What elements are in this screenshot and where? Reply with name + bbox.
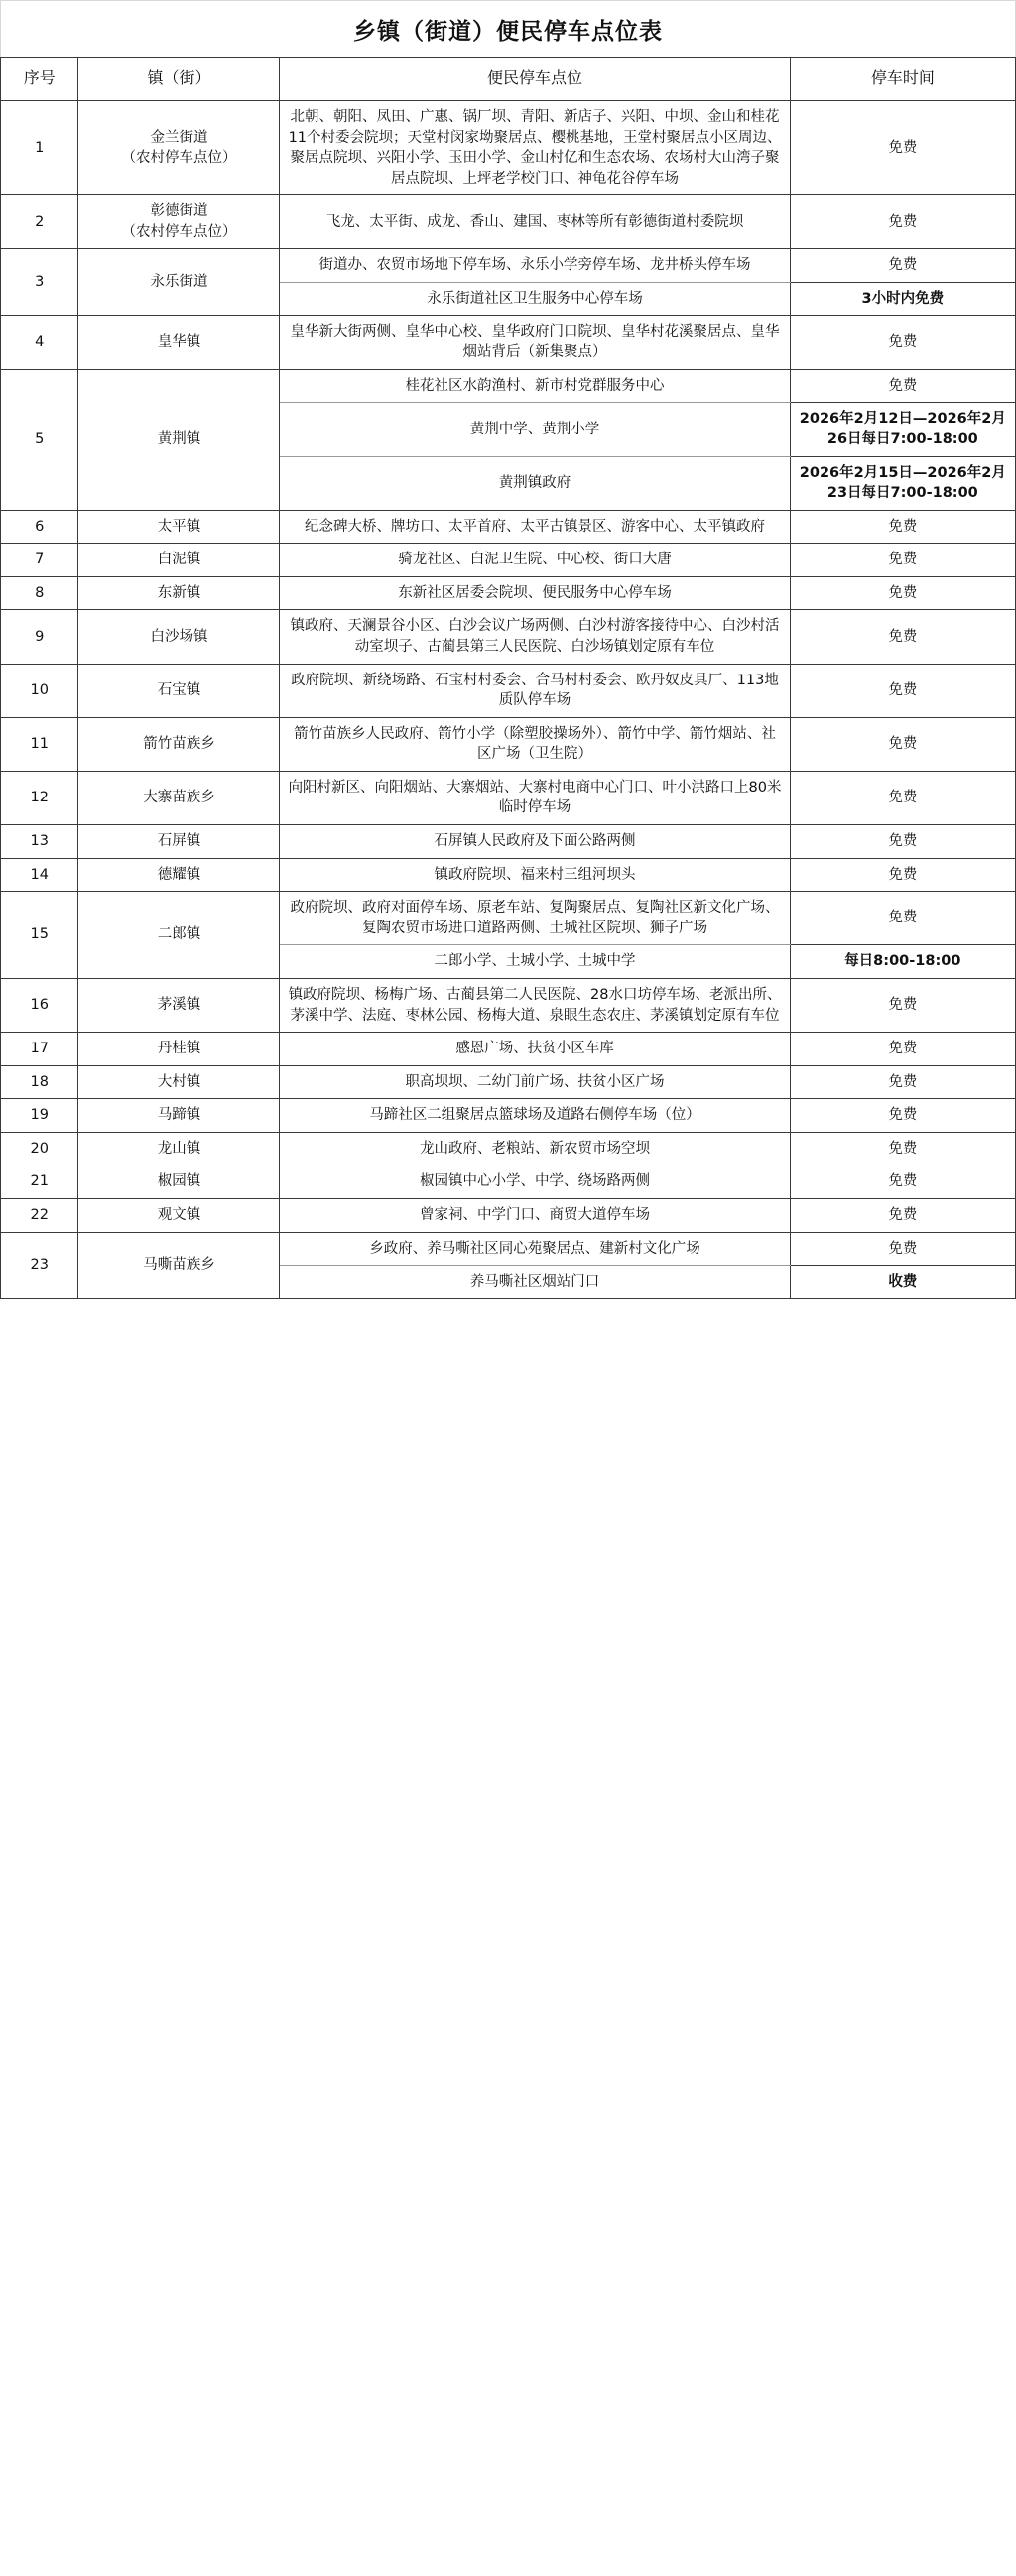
town-name-main: 箭竹苗族乡	[143, 736, 215, 752]
row-index-cell: 5	[1, 369, 78, 510]
parking-spot-cell: 皇华新大街两侧、皇华中心校、皇华政府门口院坝、皇华村花溪聚居点、皇华烟站背后（新集聚点）	[280, 315, 790, 369]
parking-spot-cell: 曾家祠、中学门口、商贸大道停车场	[280, 1198, 790, 1232]
row-index-cell: 3	[1, 249, 78, 315]
parking-spot-cell: 乡政府、养马嘶社区同心苑聚居点、建新村文化广场	[280, 1232, 790, 1266]
row-index-cell: 6	[1, 510, 78, 544]
parking-spot-cell: 永乐街道社区卫生服务中心停车场	[280, 283, 790, 316]
town-name-cell	[78, 510, 280, 544]
town-name-cell	[78, 978, 280, 1032]
town-name-main: 黄荆镇	[157, 430, 201, 447]
parking-time-cell: 免费	[790, 544, 1015, 577]
parking-time-cell: 收费	[790, 1266, 1015, 1299]
table-row	[1, 858, 1016, 892]
table-header-row	[1, 58, 1016, 101]
town-name-main: 金兰街道	[150, 129, 208, 146]
row-index-cell: 8	[1, 576, 78, 610]
parking-time-cell: 免费	[790, 369, 1015, 403]
row-index-cell: 7	[1, 544, 78, 577]
parking-time-cell: 免费	[790, 1033, 1015, 1066]
parking-spot-cell: 向阳村新区、向阳烟站、大寨烟站、大寨村电商中心门口、叶小洪路口上80米临时停车场	[280, 771, 790, 824]
parking-time-cell: 免费	[790, 858, 1015, 892]
parking-time-cell: 免费	[790, 1232, 1015, 1266]
row-index-cell: 14	[1, 858, 78, 892]
parking-spot-cell: 感恩广场、扶贫小区车库	[280, 1033, 790, 1066]
town-name-cell	[78, 610, 280, 664]
row-index-cell: 1	[1, 101, 78, 195]
row-index-cell: 10	[1, 664, 78, 717]
parking-time-cell: 免费	[790, 664, 1015, 717]
town-name-cell	[78, 315, 280, 369]
table-row	[1, 1065, 1016, 1099]
parking-time-cell: 3小时内免费	[790, 283, 1015, 316]
row-index-cell: 21	[1, 1165, 78, 1199]
column-header-spot: 便民停车点位	[280, 58, 790, 101]
town-name-main: 石屏镇	[157, 833, 201, 850]
town-name-cell	[78, 1198, 280, 1232]
row-index-cell: 11	[1, 717, 78, 771]
row-index-cell: 20	[1, 1132, 78, 1165]
town-name-cell	[78, 1132, 280, 1165]
table-row	[1, 1132, 1016, 1165]
town-name-cell	[78, 717, 280, 771]
table-row	[1, 717, 1016, 771]
parking-time-cell: 免费	[790, 1099, 1015, 1133]
parking-spot-cell: 政府院坝、政府对面停车场、原老车站、复陶聚居点、复陶社区新文化广场、复陶农贸市场进口道路两侧、土城社区院坝、狮子广场	[280, 892, 790, 945]
town-name-main: 丹桂镇	[157, 1041, 201, 1057]
column-header-no: 序号	[1, 58, 78, 101]
table-header	[1, 58, 1016, 101]
town-name-main: 龙山镇	[157, 1140, 201, 1157]
parking-spot-cell: 镇政府、天澜景谷小区、白沙会议广场两侧、白沙村游客接待中心、白沙村活动室坝子、古蔺县第三人民医院、白沙场镇划定原有车位	[280, 610, 790, 664]
parking-time-cell: 免费	[790, 195, 1015, 249]
table-row	[1, 825, 1016, 859]
row-index-cell: 23	[1, 1232, 78, 1298]
town-name-cell	[78, 369, 280, 510]
town-name-main: 东新镇	[157, 584, 201, 601]
town-name-cell	[78, 101, 280, 195]
table-row	[1, 1033, 1016, 1066]
table-row	[1, 249, 1016, 283]
table-row	[1, 978, 1016, 1032]
parking-time-cell: 免费	[790, 771, 1015, 824]
row-index-cell: 18	[1, 1065, 78, 1099]
town-name-cell	[78, 544, 280, 577]
town-name-main: 茅溪镇	[157, 997, 201, 1014]
parking-time-cell: 免费	[790, 1065, 1015, 1099]
town-name-main: 观文镇	[157, 1206, 201, 1223]
table-row	[1, 544, 1016, 577]
parking-spot-cell: 纪念碑大桥、牌坊口、太平首府、太平古镇景区、游客中心、太平镇政府	[280, 510, 790, 544]
row-index-cell: 9	[1, 610, 78, 664]
parking-time-cell: 免费	[790, 249, 1015, 283]
parking-spot-cell: 马蹄社区二组聚居点篮球场及道路右侧停车场（位）	[280, 1099, 790, 1133]
table-row	[1, 771, 1016, 824]
sheet-title-band	[0, 0, 1016, 57]
town-name-cell	[78, 576, 280, 610]
table-row	[1, 510, 1016, 544]
row-index-cell: 2	[1, 195, 78, 249]
parking-time-cell: 免费	[790, 978, 1015, 1032]
page-title: 乡镇（街道）便民停车点位表	[353, 18, 663, 45]
parking-spot-cell: 镇政府院坝、福来村三组河坝头	[280, 858, 790, 892]
row-index-cell: 19	[1, 1099, 78, 1133]
parking-spot-cell: 东新社区居委会院坝、便民服务中心停车场	[280, 576, 790, 610]
town-name-main: 皇华镇	[157, 333, 201, 350]
parking-time-cell: 免费	[790, 315, 1015, 369]
town-name-cell	[78, 858, 280, 892]
table-row	[1, 1232, 1016, 1266]
town-name-note: （农村停车点位）	[121, 223, 237, 240]
parking-spot-cell: 龙山政府、老粮站、新农贸市场空坝	[280, 1132, 790, 1165]
town-name-main: 大村镇	[157, 1073, 201, 1090]
town-name-main: 大寨苗族乡	[143, 790, 215, 806]
table-row	[1, 101, 1016, 195]
parking-spot-cell: 政府院坝、新绕场路、石宝村村委会、合马村村委会、欧丹奴皮具厂、113地质队停车场	[280, 664, 790, 717]
parking-time-cell: 每日8:00-18:00	[790, 945, 1015, 979]
parking-spot-cell: 石屏镇人民政府及下面公路两侧	[280, 825, 790, 859]
parking-spot-cell: 黄荆镇政府	[280, 456, 790, 510]
table-row	[1, 664, 1016, 717]
parking-time-cell: 免费	[790, 825, 1015, 859]
parking-time-cell: 免费	[790, 1165, 1015, 1199]
town-name-main: 太平镇	[157, 518, 201, 535]
table-row	[1, 315, 1016, 369]
town-name-cell	[78, 1099, 280, 1133]
column-header-time: 停车时间	[790, 58, 1015, 101]
table-row	[1, 610, 1016, 664]
parking-time-cell: 免费	[790, 576, 1015, 610]
town-name-cell	[78, 195, 280, 249]
parking-spot-cell: 桂花社区水韵渔村、新市村党群服务中心	[280, 369, 790, 403]
table-row	[1, 892, 1016, 945]
town-name-cell	[78, 1232, 280, 1298]
table-row	[1, 195, 1016, 249]
table-row	[1, 1165, 1016, 1199]
table-row	[1, 1198, 1016, 1232]
parking-time-cell: 2026年2月15日—2026年2月23日每日7:00-18:00	[790, 456, 1015, 510]
town-name-main: 石宝镇	[157, 681, 201, 698]
parking-locations-table	[0, 57, 1016, 1299]
parking-time-cell: 免费	[790, 510, 1015, 544]
town-name-cell	[78, 1165, 280, 1199]
row-index-cell: 16	[1, 978, 78, 1032]
town-name-cell	[78, 771, 280, 824]
town-name-note: （农村停车点位）	[121, 150, 237, 167]
table-row	[1, 369, 1016, 403]
parking-spot-cell: 黄荆中学、黄荆小学	[280, 403, 790, 456]
table-row	[1, 1099, 1016, 1133]
column-header-town: 镇（街）	[78, 58, 280, 101]
parking-time-cell: 2026年2月12日—2026年2月26日每日7:00-18:00	[790, 403, 1015, 456]
town-name-cell	[78, 825, 280, 859]
parking-time-cell: 免费	[790, 610, 1015, 664]
parking-spot-cell: 养马嘶社区烟站门口	[280, 1266, 790, 1299]
parking-time-cell: 免费	[790, 717, 1015, 771]
town-name-cell	[78, 664, 280, 717]
town-name-cell	[78, 1033, 280, 1066]
row-index-cell: 12	[1, 771, 78, 824]
town-name-cell	[78, 249, 280, 315]
row-index-cell: 13	[1, 825, 78, 859]
row-index-cell: 4	[1, 315, 78, 369]
parking-spot-cell: 飞龙、太平街、成龙、香山、建国、枣林等所有彰德街道村委院坝	[280, 195, 790, 249]
row-index-cell: 15	[1, 892, 78, 979]
parking-spot-cell: 街道办、农贸市场地下停车场、永乐小学旁停车场、龙井桥头停车场	[280, 249, 790, 283]
town-name-cell	[78, 892, 280, 979]
row-index-cell: 17	[1, 1033, 78, 1066]
town-name-main: 白沙场镇	[150, 628, 208, 645]
town-name-cell	[78, 1065, 280, 1099]
parking-spot-cell: 骑龙社区、白泥卫生院、中心校、街口大唐	[280, 544, 790, 577]
parking-spot-cell: 镇政府院坝、杨梅广场、古蔺县第二人民医院、28水口坊停车场、老派出所、茅溪中学、法庭、枣林公园、杨梅大道、泉眼生态农庄、茅溪镇划定原有车位	[280, 978, 790, 1032]
row-index-cell: 22	[1, 1198, 78, 1232]
parking-time-cell: 免费	[790, 1198, 1015, 1232]
parking-spot-cell: 箭竹苗族乡人民政府、箭竹小学（除塑胶操场外）、箭竹中学、箭竹烟站、社区广场（卫生院）	[280, 717, 790, 771]
parking-time-cell: 免费	[790, 892, 1015, 945]
parking-time-cell: 免费	[790, 101, 1015, 195]
town-name-main: 彰德街道	[150, 203, 208, 220]
table-body	[1, 101, 1016, 1299]
parking-spot-cell: 职高坝坝、二幼门前广场、扶贫小区广场	[280, 1065, 790, 1099]
parking-time-cell: 免费	[790, 1132, 1015, 1165]
town-name-main: 德耀镇	[157, 866, 201, 883]
town-name-main: 二郎镇	[157, 926, 201, 943]
town-name-main: 马嘶苗族乡	[143, 1257, 215, 1274]
parking-spot-cell: 椒园镇中心小学、中学、绕场路两侧	[280, 1165, 790, 1199]
town-name-main: 永乐街道	[150, 274, 208, 291]
town-name-main: 马蹄镇	[157, 1107, 201, 1124]
parking-spot-cell: 二郎小学、土城小学、土城中学	[280, 945, 790, 979]
table-row	[1, 576, 1016, 610]
town-name-main: 椒园镇	[157, 1173, 201, 1190]
town-name-main: 白泥镇	[157, 552, 201, 568]
parking-spot-cell: 北朝、朝阳、凤田、广惠、锅厂坝、青阳、新店子、兴阳、中坝、金山和桂花11个村委会院坝；天堂村闵家坳聚居点、樱桃基地，王堂村聚居点小区周边、聚居点院坝、兴阳小学、玉田小学、金山村亿和生态农场、农场村大山湾子聚居点院坝、上坪老学校门口、神龟花谷停车场	[280, 101, 790, 195]
